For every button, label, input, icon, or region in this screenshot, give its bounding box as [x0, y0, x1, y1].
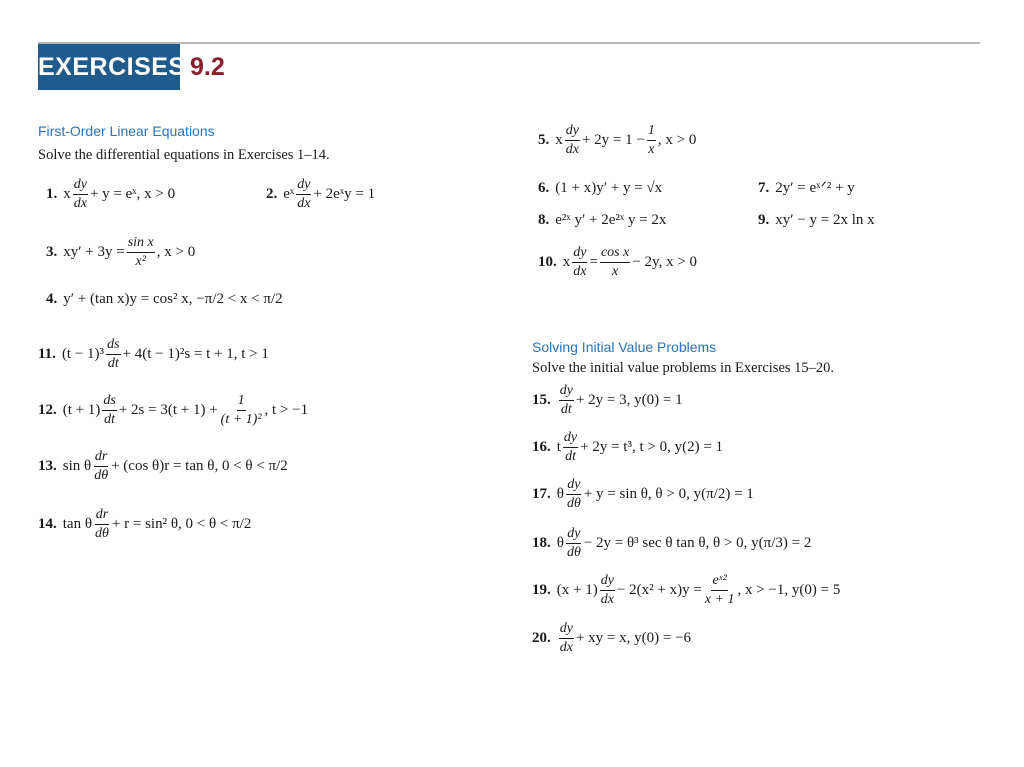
exercise [46, 178, 175, 211]
fraction-numerator: dy [563, 431, 578, 448]
exercise-text: − 2y = θ³ sec θ tan θ, θ > 0, y(π/3) = 2 [583, 535, 812, 551]
exercise-text: + y = eˣ, x > 0 [89, 186, 176, 202]
exercise-text: + 2y = 3, y(0) = 1 [575, 392, 683, 408]
fraction-denominator: dθ [95, 526, 109, 541]
fraction [566, 527, 582, 560]
exercise [266, 178, 375, 211]
fraction-denominator: x [648, 142, 655, 157]
exercise-text: x [562, 254, 571, 270]
fraction-numerator: ds [102, 394, 116, 411]
exercise-text: − 2y, x > 0 [632, 254, 698, 270]
fraction-denominator: dx [559, 640, 573, 655]
fraction [94, 508, 110, 541]
exercise-number: 14. [38, 516, 57, 532]
fraction [647, 124, 656, 157]
fraction [220, 394, 263, 427]
exercise-text: θ [556, 535, 564, 551]
fraction-numerator: ds [106, 338, 120, 355]
exercise-text: e²ˣ y′ + 2e²ˣ y = 2x [555, 212, 667, 228]
part1-title: First-Order Linear Equations [38, 123, 215, 139]
part2-instruction: Solve the initial value problems in Exercises 15–20. [532, 360, 835, 376]
exercise-number: 2. [266, 186, 278, 202]
exercise-text: + 2eˣy = 1 [313, 186, 376, 202]
section-number: 9.2 [190, 53, 225, 81]
exercise-text: , x > 0 [657, 132, 697, 148]
part1-instruction: Solve the differential equations in Exercises 1–14. [38, 147, 330, 163]
fraction-denominator: dx [573, 264, 587, 279]
exercise-number: 1. [46, 186, 58, 202]
fraction [566, 478, 582, 511]
fraction-denominator: dx [600, 592, 614, 607]
part2-title: Solving Initial Value Problems [532, 339, 717, 355]
exercise-text: tan θ [62, 516, 93, 532]
exercise-text: θ [556, 486, 564, 502]
fraction [559, 622, 574, 655]
exercise [38, 508, 251, 541]
exercise [38, 394, 308, 427]
exercise-number: 3. [46, 244, 58, 260]
fraction [600, 246, 630, 279]
fraction [600, 574, 615, 607]
fraction [127, 236, 155, 269]
exercise-text: + 2y = 1 − [581, 132, 645, 148]
exercise-text: sin θ [62, 458, 92, 474]
exercise-text: + 2y = t³, t > 0, y(2) = 1 [580, 439, 724, 455]
fraction [296, 178, 311, 211]
exercise-number: 8. [538, 212, 550, 228]
exercise-number: 18. [532, 535, 551, 551]
fraction-numerator: 1 [647, 124, 656, 141]
exercise [758, 181, 855, 196]
exercise-text: 2y′ = eˣᐟ² + y [775, 180, 855, 196]
fraction-denominator: x [612, 264, 619, 279]
fraction [559, 384, 574, 417]
fraction-numerator: sin x [127, 236, 155, 253]
fraction-denominator: dθ [566, 496, 581, 511]
fraction-numerator: 1 [237, 394, 246, 411]
exercise-text: xy′ + 3y = [63, 244, 125, 260]
exercise-text: + r = sin² θ, 0 < θ < π/2 [111, 516, 252, 532]
fraction-numerator: dy [73, 178, 88, 195]
exercises-banner: EXERCISES [38, 44, 180, 90]
exercise [46, 292, 283, 307]
fraction-denominator: dx [297, 196, 311, 211]
exercise-text: , x > −1, y(0) = 5 [737, 582, 841, 598]
exercise-number: 17. [532, 486, 551, 502]
exercise-number: 6. [538, 180, 550, 196]
exercise-text: y′ + (tan x)y = cos² x, −π/2 < x < π/2 [63, 291, 283, 307]
exercise [758, 213, 875, 228]
fraction-numerator: dr [94, 450, 108, 467]
exercise-text: x [555, 132, 563, 148]
exercise-text: (1 + x)y′ + y = √x [555, 180, 663, 196]
exercise-text: xy′ − y = 2x ln x [775, 212, 875, 228]
fraction-numerator: dy [566, 478, 581, 495]
exercise-text: + xy = x, y(0) = −6 [575, 630, 692, 646]
fraction [563, 431, 578, 464]
fraction-numerator: dy [296, 178, 311, 195]
exercise-number: 4. [46, 291, 58, 307]
fraction-denominator: dx [73, 196, 87, 211]
fraction [572, 246, 587, 279]
exercise-number: 16. [532, 439, 551, 455]
fraction-denominator: dθ [566, 545, 581, 560]
exercise [532, 478, 754, 511]
exercise-text: + 2s = 3(t + 1) + [118, 402, 218, 418]
fraction-numerator: dr [95, 508, 109, 525]
fraction-numerator: dy [565, 124, 580, 141]
exercise [538, 181, 662, 196]
exercise-number: 11. [38, 346, 56, 362]
fraction-numerator: cos x [600, 246, 630, 263]
fraction-denominator: dt [560, 402, 572, 417]
exercise-text: + (cos θ)r = tan θ, 0 < θ < π/2 [111, 458, 288, 474]
exercise [46, 236, 195, 269]
fraction-denominator: dt [107, 356, 119, 371]
fraction [565, 124, 580, 157]
exercise-text: (x + 1) [556, 582, 598, 598]
exercise [38, 450, 288, 483]
exercise-number: 19. [532, 582, 551, 598]
exercise [532, 384, 683, 417]
exercise-text: (t + 1) [62, 402, 101, 418]
exercise-number: 7. [758, 180, 770, 196]
fraction-denominator: x² [135, 254, 146, 269]
fraction-numerator: eˣ² [711, 574, 727, 591]
exercise [532, 574, 840, 607]
fraction [102, 394, 116, 427]
fraction [93, 450, 109, 483]
fraction-denominator: dθ [94, 468, 109, 483]
fraction-denominator: dt [104, 412, 116, 427]
exercise-number: 10. [538, 254, 557, 270]
exercise-text: (t − 1)³ [61, 346, 105, 362]
exercise-number: 12. [38, 402, 57, 418]
fraction [106, 338, 120, 371]
fraction-numerator: dy [559, 622, 574, 639]
exercise-text: − 2(x² + x)y = [616, 582, 702, 598]
exercise-text: x [63, 186, 71, 202]
exercise [532, 622, 691, 655]
exercise [532, 527, 811, 560]
exercise-text: + y = sin θ, θ > 0, y(π/2) = 1 [583, 486, 754, 502]
exercise [538, 213, 666, 228]
exercise-number: 20. [532, 630, 551, 646]
exercise [38, 338, 269, 371]
exercise-text: t [556, 439, 561, 455]
exercise [538, 124, 696, 157]
fraction-numerator: dy [572, 246, 587, 263]
fraction-denominator: dt [565, 449, 576, 464]
fraction [704, 574, 736, 607]
exercise-number: 13. [38, 458, 57, 474]
fraction-denominator: (t + 1)² [220, 412, 262, 427]
exercise-number: 15. [532, 392, 551, 408]
exercise-number: 9. [758, 212, 770, 228]
exercise-text: , t > −1 [264, 402, 309, 418]
exercise [538, 246, 697, 279]
fraction-numerator: dy [559, 384, 574, 401]
fraction-numerator: dy [600, 574, 615, 591]
exercise-text: , x > 0 [156, 244, 196, 260]
exercise-text: eˣ [283, 186, 295, 202]
exercise-text: + 4(t − 1)²s = t + 1, t > 1 [122, 346, 269, 362]
fraction-numerator: dy [566, 527, 581, 544]
exercise-text: = [589, 254, 598, 270]
exercise [532, 431, 723, 464]
fraction [73, 178, 88, 211]
fraction-denominator: dx [565, 142, 579, 157]
exercise-number: 5. [538, 132, 550, 148]
fraction-denominator: x + 1 [704, 592, 735, 607]
